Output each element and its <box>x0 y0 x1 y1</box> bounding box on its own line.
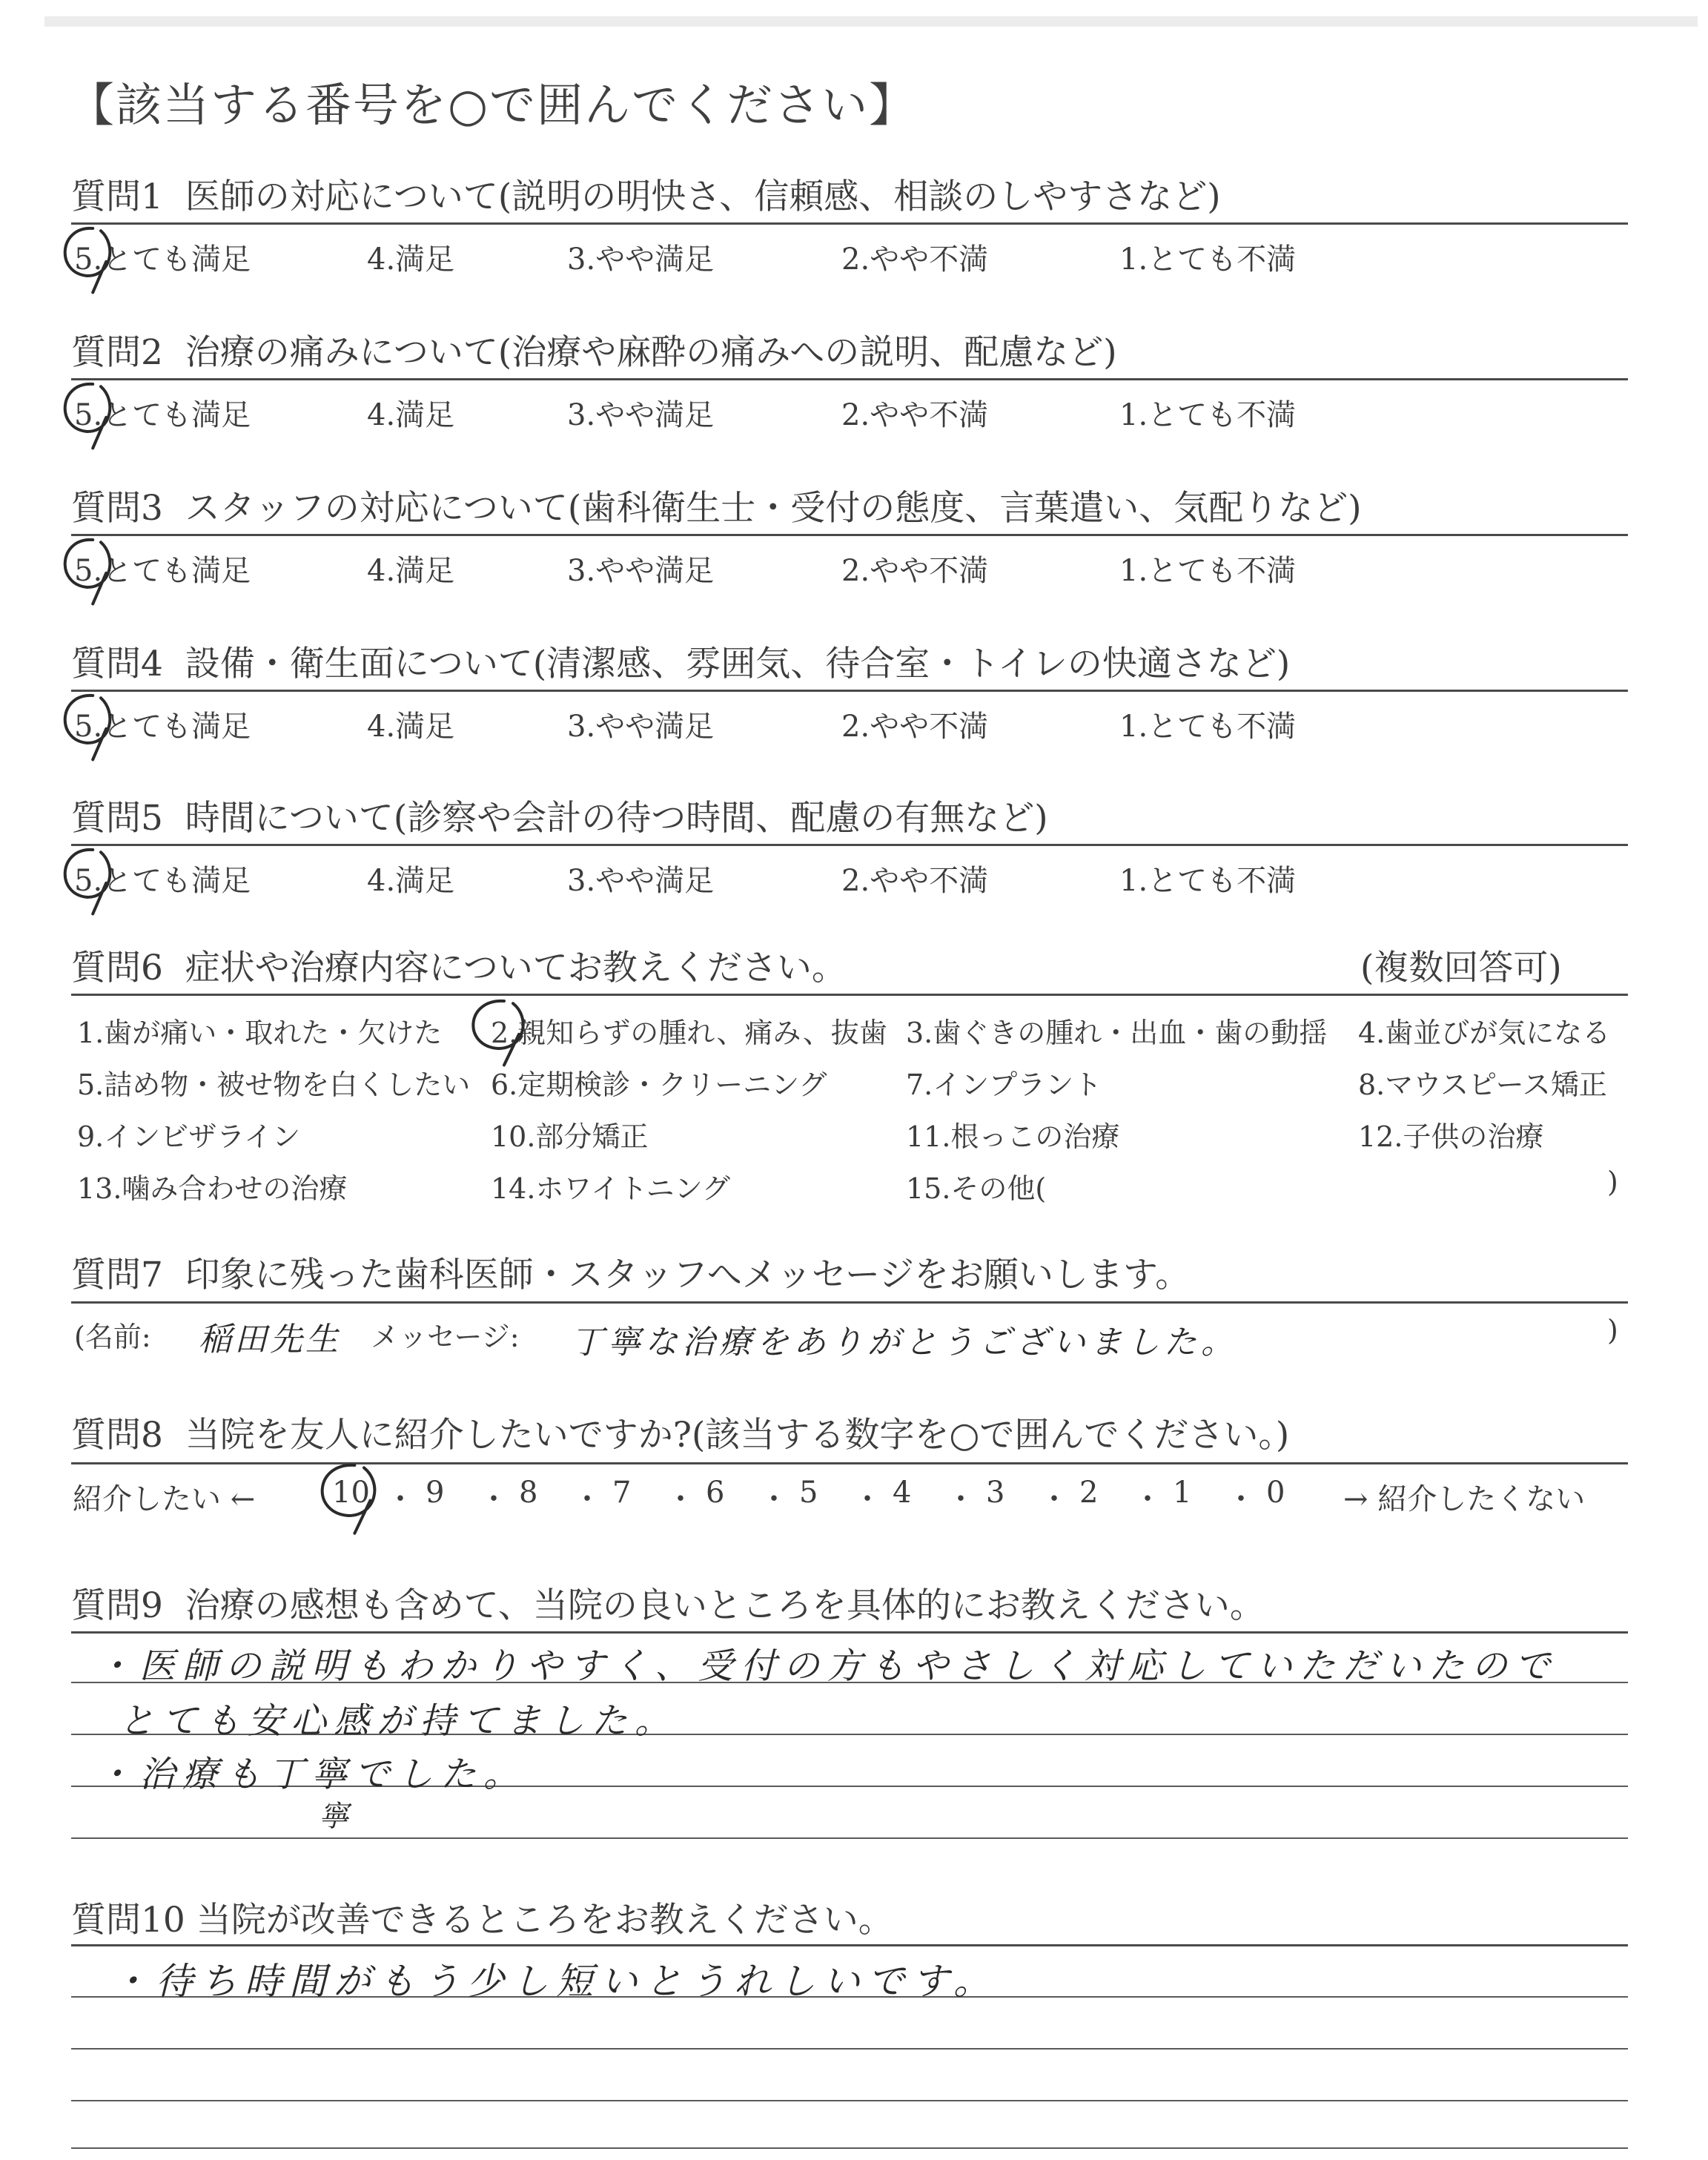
q6-option[interactable]: 7.インプラント <box>906 1069 1102 1101</box>
rating-option[interactable]: 2.やや不満 <box>841 710 989 744</box>
rating-option[interactable]: 1.とても不満 <box>1119 864 1297 898</box>
q10-line <box>71 2048 1628 2050</box>
q10-line <box>71 2147 1628 2149</box>
rating-option[interactable]: 2.やや不満 <box>841 398 989 432</box>
q8-scale-value[interactable]: 5 <box>799 1476 818 1510</box>
rating-option[interactable]: 3.やや満足 <box>567 864 715 898</box>
q8-scale-value[interactable]: 6 <box>706 1476 725 1510</box>
q7-text: 印象に残った歯科医師・スタッフへメッセージをお願いします。 <box>185 1255 1191 1295</box>
q8-scale-value[interactable]: 8 <box>519 1476 538 1510</box>
rating-option[interactable]: 1.とても不満 <box>1119 398 1297 432</box>
question-label: 質問1 <box>71 176 163 217</box>
question-label: 質問5 <box>71 798 163 839</box>
q6-option[interactable]: 10.部分矯正 <box>491 1120 649 1153</box>
scale-separator: ・ <box>572 1482 602 1516</box>
q6-option[interactable]: 3.歯ぐきの腫れ・出血・歯の動揺 <box>906 1017 1328 1049</box>
q6-option[interactable]: 11.根っこの治療 <box>906 1120 1120 1153</box>
q3-heading <box>71 480 1362 530</box>
q4-heading <box>71 636 1290 686</box>
scale-separator: ・ <box>1226 1482 1256 1516</box>
q8-scale-value[interactable]: 10 <box>332 1476 370 1510</box>
q9-line <box>71 1837 1628 1839</box>
q6-option[interactable]: 13.噛み合わせの治療 <box>77 1172 348 1205</box>
question-rule <box>71 844 1628 846</box>
q8-scale-value[interactable]: 0 <box>1266 1476 1285 1510</box>
rating-option[interactable]: 4.満足 <box>367 242 455 277</box>
q10-label: 質問10 <box>71 1900 185 1941</box>
scale-separator: ・ <box>759 1482 789 1516</box>
q8-scale-value[interactable]: 1 <box>1173 1476 1192 1510</box>
q10-line <box>71 2100 1628 2101</box>
q8-scale-value[interactable]: 4 <box>893 1476 912 1510</box>
rating-option[interactable]: 2.やや不満 <box>841 554 989 588</box>
q6-close-paren: ) <box>1607 1166 1618 1198</box>
q6-heading <box>71 940 847 990</box>
form-title: 【該当する番号を○で囲んでください】 <box>68 78 917 132</box>
scale-separator: ・ <box>479 1482 509 1516</box>
rating-option[interactable]: 5.とても満足 <box>74 242 251 277</box>
rating-option[interactable]: 5.とても満足 <box>74 864 251 898</box>
q8-scale-value[interactable]: 3 <box>986 1476 1005 1510</box>
scale-separator: ・ <box>946 1482 976 1516</box>
q9-answer-line: とても安心感が持てました。 <box>119 1700 678 1742</box>
q10-text: 当院が改善できるところをお教えください。 <box>196 1900 893 1941</box>
q6-option[interactable]: 4.歯並びが気になる <box>1358 1017 1611 1049</box>
scale-separator: ・ <box>1133 1482 1162 1516</box>
rating-option[interactable]: 1.とても不満 <box>1119 554 1297 588</box>
q8-rule <box>71 1462 1628 1464</box>
rating-option[interactable]: 4.満足 <box>367 398 455 432</box>
question-rule <box>71 534 1628 536</box>
rating-option[interactable]: 1.とても不満 <box>1119 242 1297 277</box>
q8-heading <box>71 1407 1289 1457</box>
q10-answer-line: ・待ち時間がもう少し短いとうれしいです。 <box>111 1960 998 2003</box>
q6-option[interactable]: 5.詰め物・被せ物を白くしたい <box>77 1069 471 1101</box>
rating-option[interactable]: 3.やや満足 <box>567 398 715 432</box>
q9-label: 質問9 <box>71 1585 163 1626</box>
q8-text: 当院を友人に紹介したいですか?(該当する数字を○で囲んでください。) <box>185 1415 1290 1456</box>
q8-left-label: 紹介したい ← <box>73 1482 256 1516</box>
q6-text: 症状や治療内容についてお教えください。 <box>185 948 847 988</box>
q8-scale-value[interactable]: 9 <box>426 1476 445 1510</box>
rating-option[interactable]: 2.やや不満 <box>841 242 989 277</box>
q6-label: 質問6 <box>71 948 163 988</box>
rating-option[interactable]: 3.やや満足 <box>567 710 715 744</box>
q6-option[interactable]: 6.定期検診・クリーニング <box>491 1069 827 1101</box>
scan-edge <box>44 16 1698 27</box>
question-text: スタッフの対応について(歯科衛生士・受付の態度、言葉遣い、気配りなど) <box>185 488 1362 529</box>
q9-heading <box>71 1578 1265 1628</box>
q7-message-value: 丁寧な治療をありがとうございました。 <box>571 1324 1238 1361</box>
q6-option[interactable]: 2.親知らずの腫れ、痛み、抜歯 <box>491 1017 887 1049</box>
rating-option[interactable]: 5.とても満足 <box>74 398 251 432</box>
q6-rule <box>71 994 1628 996</box>
scale-separator: ・ <box>1039 1482 1069 1516</box>
scale-separator: ・ <box>666 1482 695 1516</box>
q9-text: 治療の感想も含めて、当院の良いところを具体的にお教えください。 <box>185 1585 1265 1626</box>
q8-right-label: → 紹介したくない <box>1343 1482 1586 1516</box>
rating-option[interactable]: 4.満足 <box>367 710 455 744</box>
q2-heading <box>71 325 1117 374</box>
question-text: 治療の痛みについて(治療や麻酔の痛みへの説明、配慮など) <box>185 332 1117 373</box>
q6-option[interactable]: 9.インビザライン <box>77 1120 301 1153</box>
q10-heading <box>71 1892 893 1942</box>
q7-message-label: メッセージ: <box>371 1321 520 1353</box>
rating-option[interactable]: 1.とても不満 <box>1119 710 1297 744</box>
rating-option[interactable]: 4.満足 <box>367 554 455 588</box>
question-text: 設備・衛生面について(清潔感、雰囲気、待合室・トイレの快適さなど) <box>185 644 1291 684</box>
rating-option[interactable]: 2.やや不満 <box>841 864 989 898</box>
q9-rule <box>71 1631 1628 1634</box>
q1-heading <box>71 169 1221 219</box>
q7-name-value: 稲田先生 <box>199 1321 341 1358</box>
q6-option[interactable]: 1.歯が痛い・取れた・欠けた <box>77 1017 443 1049</box>
question-rule <box>71 690 1628 692</box>
rating-option[interactable]: 3.やや満足 <box>567 242 715 277</box>
q8-scale-value[interactable]: 7 <box>612 1476 632 1510</box>
q8-scale-value[interactable]: 2 <box>1079 1476 1099 1510</box>
rating-option[interactable]: 5.とても満足 <box>74 554 251 588</box>
rating-option[interactable]: 5.とても満足 <box>74 710 251 744</box>
question-label: 質問4 <box>71 644 163 684</box>
rating-option[interactable]: 3.やや満足 <box>567 554 715 588</box>
q7-label: 質問7 <box>71 1255 163 1295</box>
q7-heading <box>71 1247 1190 1297</box>
question-text: 時間について(診察や会計の待つ時間、配慮の有無など) <box>185 798 1048 839</box>
q7-close-paren: ) <box>1607 1314 1618 1347</box>
scale-separator: ・ <box>385 1482 415 1516</box>
q9-answer-line: ・治療も丁寧でした。 <box>96 1754 527 1795</box>
question-label: 質問2 <box>71 332 163 373</box>
scale-separator: ・ <box>853 1482 882 1516</box>
q6-option[interactable]: 15.その他( <box>906 1172 1047 1205</box>
q7-name-label: (名前: <box>74 1321 151 1353</box>
q9-answer-line: ・医師の説明もわかりやすく、受付の方もやさしく対応していただいたので <box>96 1645 1558 1687</box>
q6-option[interactable]: 8.マウスピース矯正 <box>1358 1069 1607 1101</box>
q9-correction: 寧 <box>319 1800 356 1834</box>
q7-rule <box>71 1301 1628 1304</box>
q6-note: (複数回答可) <box>1360 948 1562 988</box>
q5-heading <box>71 790 1048 840</box>
q6-option[interactable]: 14.ホワイトニング <box>491 1172 731 1205</box>
q8-label: 質問8 <box>71 1415 163 1456</box>
q6-option[interactable]: 12.子供の治療 <box>1358 1120 1544 1153</box>
question-rule <box>71 378 1628 380</box>
question-label: 質問3 <box>71 488 163 529</box>
question-rule <box>71 222 1628 225</box>
question-text: 医師の対応について(説明の明快さ、信頼感、相談のしやすさなど) <box>185 176 1221 217</box>
q10-rule <box>71 1944 1628 1946</box>
rating-option[interactable]: 4.満足 <box>367 864 455 898</box>
